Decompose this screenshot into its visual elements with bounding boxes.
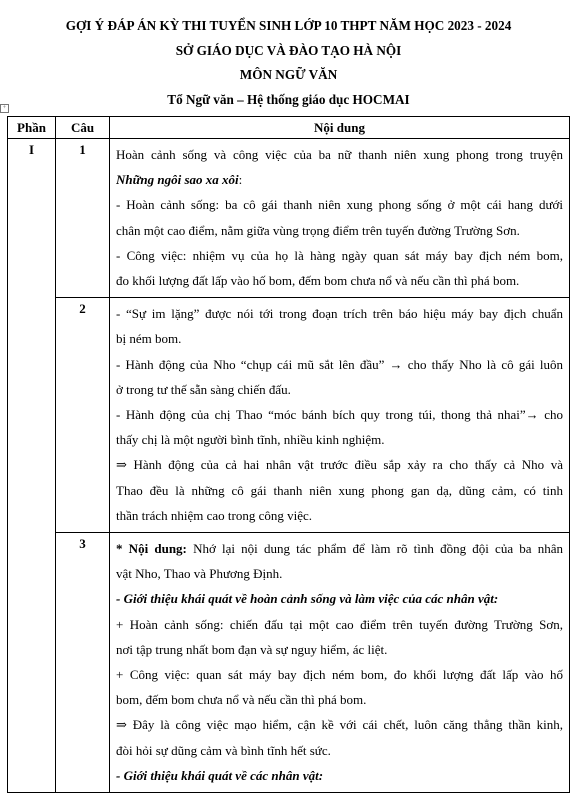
text-line: chân một cao điểm, nằm giữa vùng trọng điểm trên tuyến đường Trường Sơn.: [116, 222, 520, 238]
document-title: GỢI Ý ĐÁP ÁN KỲ THI TUYỂN SINH LỚP 10 THPT NĂM HỌC 2023 - 2024: [65, 18, 512, 33]
text-line: bom, đếm bom chưa nổ và nếu cần thì phá bom.: [116, 692, 367, 708]
text-line: - Hoàn cảnh sống: ba cô gái thanh niên xung phong sống ở một cái hang dưới: [116, 197, 563, 213]
text-line: đòi hỏi sự dũng cảm và bình tĩnh hết sức.: [116, 742, 331, 758]
text-fragment: Nhớ lại nội dung tác phẩm để làm rõ tình đồng đội của ba nhân: [186, 541, 563, 557]
question-number: 1: [56, 139, 110, 298]
text-line: - “Sự im lặng” được nói tới trong đoạn trích trên báo hiệu máy bay địch chuẩn: [116, 306, 563, 322]
text-line: + Công việc: quan sát máy bay địch ném bom, đo khối lượng đất lấp vào hố: [116, 667, 563, 683]
part-cell: I: [8, 139, 56, 793]
text-line: - Công việc: nhiệm vụ của họ là hàng ngày quan sát máy bay địch ném bom,: [116, 247, 563, 263]
answer-content-q2: [110, 298, 570, 533]
text-line: + Hoàn cảnh sống: chiến đấu tại một cao điểm trên tuyến đường Trường Sơn,: [116, 616, 563, 632]
table-move-handle-icon[interactable]: +: [0, 104, 9, 113]
department-name: SỞ GIÁO DỤC VÀ ĐÀO TẠO HÀ NỘI: [175, 43, 402, 58]
table-row: [8, 533, 570, 793]
answer-table: [7, 116, 570, 793]
text-line: ⇒ Đây là công việc mạo hiểm, cận kề với cái chết, luôn căng thẳng thần kinh,: [116, 717, 563, 733]
text-line: thấy chị là một người bình tĩnh, nhiều kinh nghiệm.: [116, 432, 385, 448]
column-header-content: Nội dung: [110, 117, 570, 139]
text-line: đo khối lượng đất lấp vào hố bom, đếm bom chưa nổ và nếu cần thì phá bom.: [116, 273, 520, 289]
question-number: 3: [56, 533, 110, 793]
content-heading: * Nội dung:: [116, 541, 187, 557]
text-line: ⇒ Hành động của cả hai nhân vật trước điều sắp xảy ra cho thấy cả Nho và: [116, 457, 563, 473]
text-line: [116, 536, 563, 561]
text-fragment: :: [238, 172, 243, 188]
table-row: [8, 298, 570, 533]
column-header-question: Câu: [56, 117, 110, 139]
story-title: Những ngôi sao xa xôi: [116, 172, 239, 188]
question-number: 2: [56, 298, 110, 533]
text-line: thần trách nhiệm cao trong công việc.: [116, 507, 313, 523]
section-heading: - Giới thiệu khái quát về các nhân vật:: [116, 767, 324, 783]
text-line: [116, 167, 563, 192]
section-heading: - Giới thiệu khái quát về hoàn cảnh sống và làm việc của các nhân vật:: [116, 591, 499, 607]
text-line: ở trong tư thế sẵn sàng chiến đấu.: [116, 381, 291, 397]
text-line: nơi tập trung nhất bom đạn và sự nguy hiểm, ác liệt.: [116, 641, 388, 657]
table-header-row: [8, 117, 570, 139]
text-line: - Hành động của chị Thao “móc bánh bích quy trong túi, thong thả nhai”→ cho: [116, 407, 563, 423]
answer-content-q3: [110, 533, 570, 793]
text-line: vật Nho, Thao và Phương Định.: [116, 566, 283, 582]
table-row: [8, 139, 570, 298]
answer-content-q1: [110, 139, 570, 298]
text-line: Hoàn cảnh sống và công việc của ba nữ thanh niên xung phong trong truyện: [116, 147, 563, 162]
subject-name: MÔN NGỮ VĂN: [239, 67, 338, 82]
text-line: bị ném bom.: [116, 331, 182, 347]
author-group: Tổ Ngữ văn – Hệ thống giáo dục HOCMAI: [167, 92, 410, 107]
text-line: Thao đều là những cô gái thanh niên xung phong gan dạ, dũng cảm, có tinh: [116, 482, 563, 498]
column-header-part: Phần: [8, 117, 56, 139]
text-line: - Hành động của Nho “chụp cái mũ sắt lên đầu” → cho thấy Nho là cô gái luôn: [116, 356, 563, 372]
